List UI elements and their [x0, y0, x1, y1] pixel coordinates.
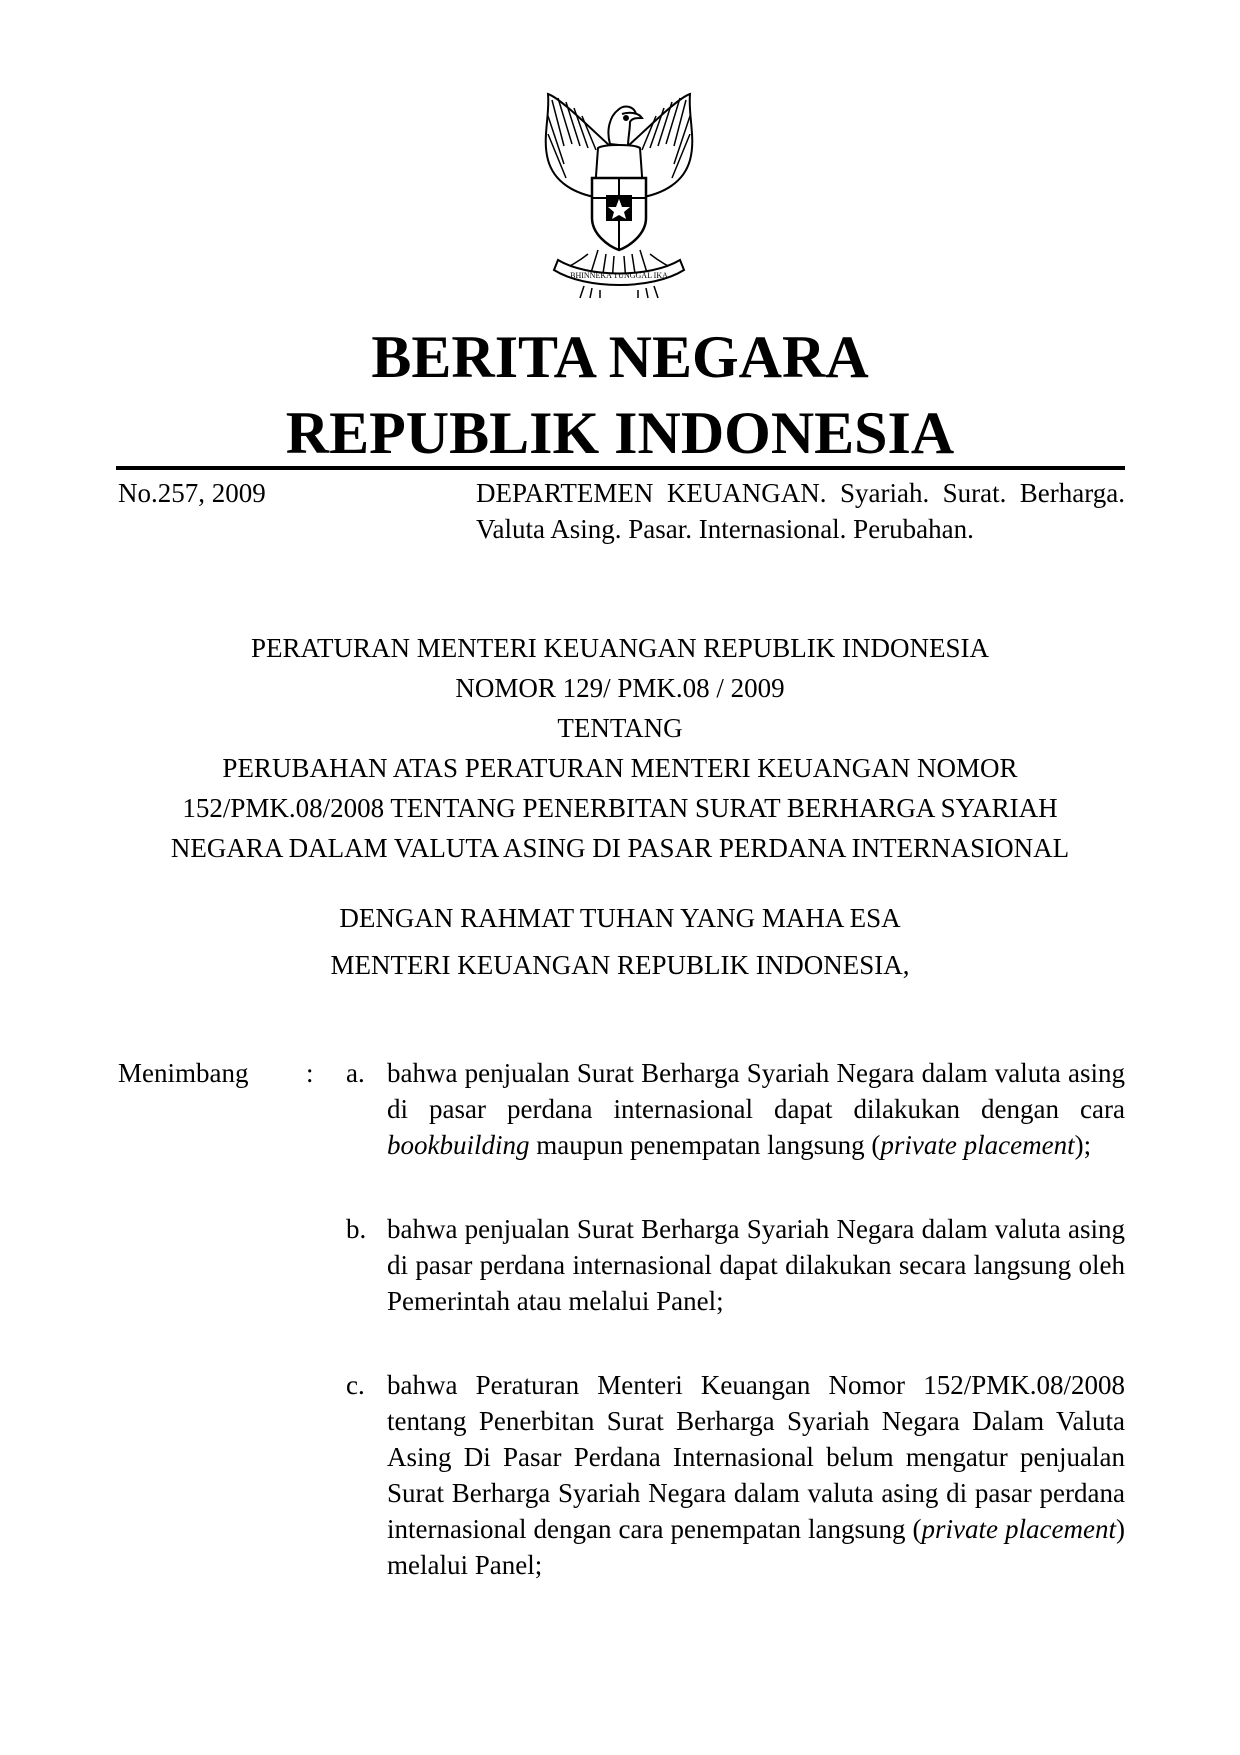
regulation-subject-line-1: PERUBAHAN ATAS PERATURAN MENTERI KEUANGAN NOMOR: [222, 753, 1018, 783]
garuda-emblem-icon: [518, 86, 720, 300]
considering-item-letter: b.: [346, 1214, 367, 1244]
item-c-text-2: ) melalui Panel;: [387, 1514, 1125, 1580]
preamble-line-1: DENGAN RAHMAT TUHAN YANG MAHA ESA: [339, 903, 901, 933]
item-a-text-2: maupun penempatan langsung (: [529, 1130, 881, 1160]
preamble-line-2: MENTERI KEUANGAN REPUBLIK INDONESIA,: [330, 950, 910, 980]
regulation-number: NOMOR 129/ PMK.08 / 2009: [455, 673, 785, 703]
considering-item-letter: a.: [346, 1058, 365, 1088]
regulation-subject-line-2: 152/PMK.08/2008 TENTANG PENERBITAN SURAT BERHARGA SYARIAH: [182, 793, 1058, 823]
document-number: No.257, 2009: [118, 478, 266, 508]
masthead-subtitle: REPUBLIK INDONESIA: [285, 400, 955, 466]
masthead-rule: [116, 466, 1125, 470]
considering-label: Menimbang: [118, 1058, 249, 1088]
item-a-italic-1: bookbuilding: [387, 1130, 530, 1160]
item-c-italic-1: private placement: [921, 1514, 1116, 1544]
considering-item-letter: c.: [346, 1370, 365, 1400]
considering-item-c: [387, 1367, 1125, 1583]
document-subject: DEPARTEMEN KEUANGAN. Syariah. Surat. Berharga. Valuta Asing. Pasar. Internasional. Perubahan.: [476, 478, 1125, 544]
masthead-title: BERITA NEGARA: [371, 324, 869, 390]
regulation-tentang: TENTANG: [557, 713, 683, 743]
considering-item-b: bahwa penjualan Surat Berharga Syariah Negara dalam valuta asing di pasar perdana internasional dapat dilakukan secara langsung oleh Pemerintah atau melalui Panel;: [387, 1214, 1125, 1316]
considering-item-a: [387, 1055, 1125, 1163]
svg-text:BHINNEKA TUNGGAL IKA: BHINNEKA TUNGGAL IKA: [570, 271, 668, 280]
item-c-text-1: bahwa Peraturan Menteri Keuangan Nomor 152/PMK.08/2008 tentang Penerbitan Surat Berharga Syariah Negara Dalam Valuta Asing Di Pasar Perdana Internasional belum mengatur penjualan Surat Berharga Syariah Negara dalam valuta asing di pasar perdana internasional dengan cara penempatan langsung (: [387, 1370, 1125, 1544]
regulation-title-line-1: PERATURAN MENTERI KEUANGAN REPUBLIK INDONESIA: [251, 633, 989, 663]
considering-colon: :: [306, 1058, 314, 1088]
item-a-text-1: bahwa penjualan Surat Berharga Syariah Negara dalam valuta asing di pasar perdana internasional dapat dilakukan dengan cara: [387, 1058, 1125, 1124]
item-a-text-3: );: [1074, 1130, 1092, 1160]
item-a-italic-2: private placement: [880, 1130, 1075, 1160]
regulation-subject-line-3: NEGARA DALAM VALUTA ASING DI PASAR PERDANA INTERNASIONAL: [170, 833, 1070, 863]
